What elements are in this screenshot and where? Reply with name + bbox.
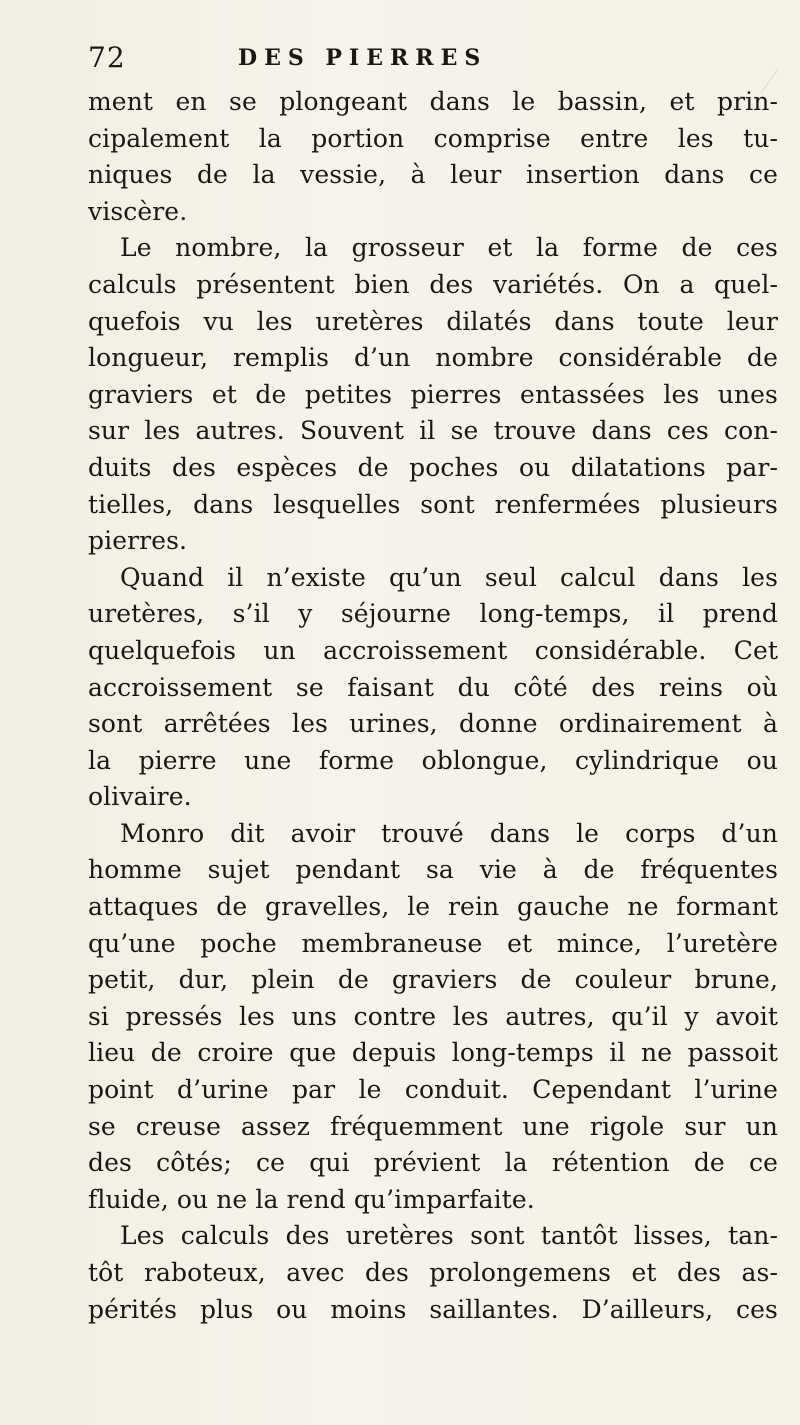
text-line: tielles, dans lesquelles sont renfermées plusieurs: [88, 489, 778, 519]
text-line: point d’urine par le conduit. Cependant l’urine: [88, 1075, 778, 1105]
text-line: ment en se plongeant dans le bassin, et prin-: [88, 87, 778, 116]
text-line: sont arrêtées les urines, donne ordinairement à: [88, 709, 778, 739]
text-line: uretères, s’il y séjourne long-temps, il prend: [88, 599, 778, 629]
text-line: pérités plus ou moins saillantes. D’ailleurs, ces: [88, 1294, 778, 1324]
text-line: cipalement la portion comprise entre les tu-: [88, 123, 778, 153]
text-line: se creuse assez fréquemment une rigole sur un: [88, 1111, 778, 1141]
text-line: la pierre une forme oblongue, cylindrique ou: [88, 745, 778, 775]
text-line: Monro dit avoir trouvé dans le corps d’un: [120, 818, 778, 848]
text-line: qu’une poche membraneuse et mince, l’uretère: [88, 928, 778, 958]
text-line: olivaire.: [88, 782, 192, 812]
body-text: [88, 84, 778, 1328]
text-line: tôt raboteux, avec des prolongemens et des as-: [88, 1258, 778, 1287]
text-line: viscère.: [88, 196, 188, 226]
text-line: sur les autres. Souvent il se trouve dans ces con-: [88, 416, 778, 446]
text-line: quelquefois un accroissement considérable. Cet: [88, 635, 778, 665]
text-line: duits des espèces de poches ou dilatations par-: [88, 452, 778, 482]
text-line: des côtés; ce qui prévient la rétention de ce: [88, 1148, 778, 1178]
text-line: graviers et de petites pierres entassées les unes: [88, 379, 778, 409]
text-line: quefois vu les uretères dilatés dans toute leur: [88, 306, 778, 336]
text-line: niques de la vessie, à leur insertion dans ce: [88, 160, 778, 190]
text-line: Quand il n’existe qu’un seul calcul dans les: [120, 562, 778, 592]
page-number: 72: [88, 41, 126, 74]
text-line: fluide, ou ne la rend qu’imparfaite.: [88, 1184, 535, 1214]
page-header: [88, 40, 768, 76]
running-head: DES PIERRES: [238, 45, 488, 71]
text-line: calculs présentent bien des variétés. On a quel-: [88, 269, 778, 299]
text-line: pierres.: [88, 526, 188, 556]
text-line: petit, dur, plein de graviers de couleur brune,: [88, 965, 778, 995]
text-line: lieu de croire que depuis long-temps il ne passoit: [88, 1038, 778, 1068]
text-line: si pressés les uns contre les autres, qu’il y avoit: [88, 1001, 778, 1031]
text-line: homme sujet pendant sa vie à de fréquentes: [88, 855, 778, 885]
text-line: attaques de gravelles, le rein gauche ne formant: [88, 892, 778, 922]
text-line: accroissement se faisant du côté des reins où: [88, 672, 778, 702]
text-line: Les calculs des uretères sont tantôt lisses, tan-: [120, 1221, 778, 1251]
text-line: longueur, remplis d’un nombre considérable de: [88, 343, 778, 373]
text-line: Le nombre, la grosseur et la forme de ces: [120, 233, 778, 263]
